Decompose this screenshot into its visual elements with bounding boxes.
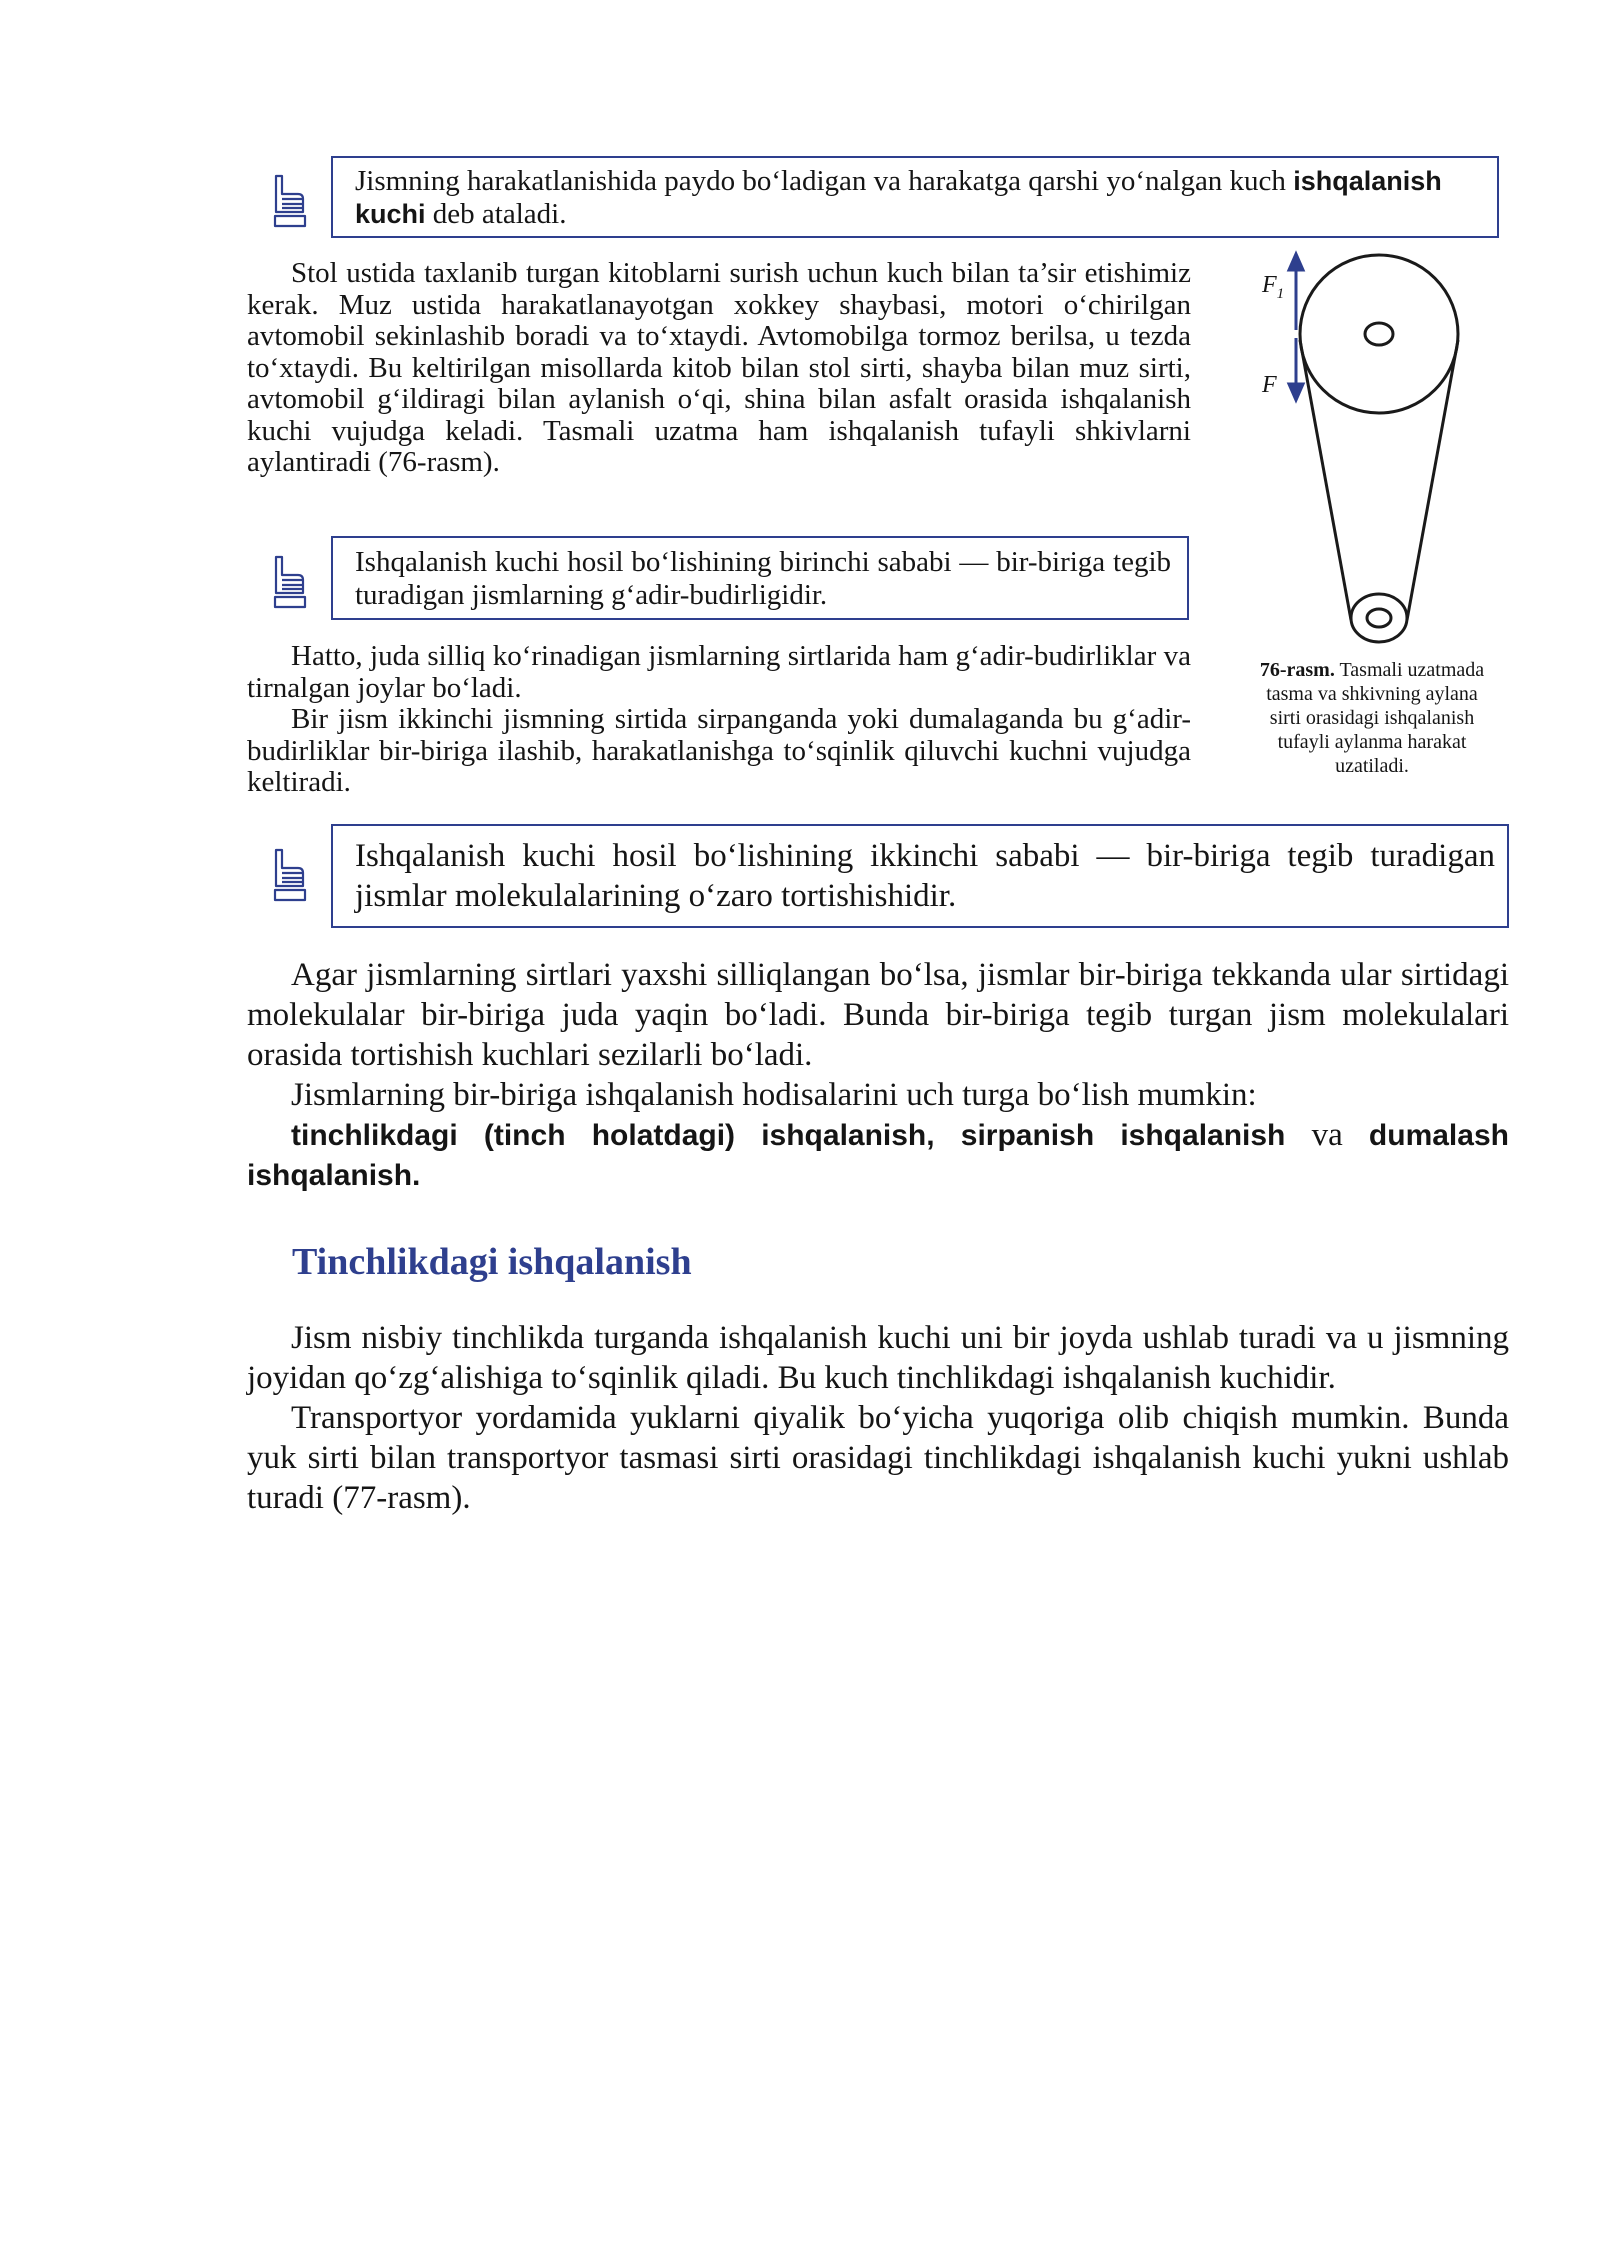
term-conjunction: va [1311, 1117, 1343, 1153]
first-cause-text: Ishqalanish kuchi hosil bo‘lishining birinchi sababi — bir-biriga tegib turadigan jismlarning g‘adir-budirligidir. [355, 546, 1171, 611]
large-pulley-axle [1365, 323, 1393, 345]
definition-box [331, 156, 1499, 238]
figure-caption-text: Tasmali uzatmada tasma va shkivning aylana sirti orasidagi ishqalanish tufayli aylanma harakat uzatiladi. [1266, 659, 1485, 777]
first-cause-box [331, 536, 1189, 620]
static-friction-paragraph [247, 1318, 1509, 1518]
definition-text [355, 165, 1475, 231]
small-pulley-axle [1367, 609, 1391, 627]
definition-term: ishqalanish kuchi [355, 166, 1442, 229]
belt-left [1300, 340, 1351, 620]
large-pulley [1300, 255, 1458, 413]
belt-drive-figure [1240, 250, 1480, 650]
definition-text-end: deb ataladi. [432, 198, 567, 230]
term-static-friction: tinchlikdagi (tinch holatdagi) ishqalanish, [291, 1119, 935, 1152]
small-pulley [1351, 594, 1407, 642]
pointing-hand-icon [268, 553, 308, 611]
roughness-paragraph [247, 641, 1191, 799]
belt-right [1407, 340, 1458, 620]
roughness-paragraph-line-1: Hatto, juda silliq ko‘rinadigan jismlarning sirtlarida ham g‘adir-budirliklar va tirnalgan joylar bo‘ladi. [247, 640, 1191, 704]
figure-caption [1252, 658, 1492, 778]
term-rolling-friction: dumalash ishqalanish. [247, 1119, 1509, 1192]
section-heading: Tinchlikdagi ishqalanish [292, 1241, 692, 1283]
pointing-hand-icon [268, 846, 308, 904]
force-label-f1-subscript: 1 [1276, 285, 1285, 302]
figure-caption-number: 76-rasm. [1259, 659, 1335, 681]
friction-types-intro: Jismlarning bir-biriga ishqalanish hodisalarini uch turga bo‘lish mumkin: [291, 1077, 1257, 1113]
roughness-paragraph-line-2: Bir jism ikkinchi jismning sirtida sirpanganda yoki dumalaganda bu g‘adir-budirliklar bir-biriga ilashib, harakatlanishga to‘sqinlik qiluvchi kuchni vujudga keltiradi. [247, 703, 1191, 798]
force-arrow-down-head [1289, 384, 1303, 400]
molecules-paragraph-text: Agar jismlarning sirtlari yaxshi silliqlangan bo‘lsa, jismlar bir-biriga tekkanda ular sirtidagi molekulalar bir-biriga juda yaqin bo‘ladi. Bunda bir-biriga tegib turgan jism molekulalari orasida tortishish kuchlari sezilarli bo‘ladi. [247, 957, 1509, 1073]
static-friction-paragraph-text: Jism nisbiy tinchlikda turganda ishqalanish kuchi uni bir joyda ushlab turadi va u jismning joyidan qo‘zg‘alishiga to‘sqinlik qiladi. Bu kuch tinchlikdagi ishqalanish kuchidir. [247, 1320, 1509, 1396]
force-label-f1 [1262, 272, 1284, 303]
second-cause-box [331, 824, 1509, 928]
intro-paragraph [247, 258, 1191, 479]
conveyor-paragraph-text: Transportyor yordamida yuklarni qiyalik bo‘yicha yuqoriga olib chiqish mumkin. Bunda yuk sirti bilan transportyor tasmasi sirti orasidagi tinchlikdagi ishqalanish kuchi yukni ushlab turadi (77-rasm). [247, 1400, 1509, 1516]
pointing-hand-icon [268, 172, 308, 230]
friction-types-list [247, 1115, 1509, 1196]
second-cause-text: Ishqalanish kuchi hosil bo‘lishining ikkinchi sababi — bir-biriga tegib turadigan jismlar molekulalarining o‘zaro tortishishidir. [355, 838, 1495, 914]
force-label-f: F [1262, 372, 1277, 398]
term-sliding-friction: sirpanish ishqalanish [960, 1119, 1286, 1152]
force-label-f1-letter: F [1262, 272, 1277, 298]
force-arrow-up-head [1289, 254, 1303, 270]
intro-paragraph-text: Stol ustida taxlanib turgan kitoblarni surish uchun kuch bilan ta’sir etishimiz kerak. Muz ustida harakatlanayotgan xokkey shaybasi, motori o‘chirilgan avtomobil sekinlashib boradi va to‘xtaydi. Avtomobilga tormoz berilsa, u tezda to‘xtaydi. Bu keltirilgan misollarda kitob bilan stol sirti, shayba bilan muz sirti, avtomobil g‘ildiragi bilan aylanish o‘qi, shina bilan asfalt orasida ishqalanish kuchi vujudga keladi. Tasmali uzatma ham ishqalanish tufayli shkivlarni aylantiradi (76-rasm). [247, 257, 1191, 478]
definition-text-start: Jismning harakatlanishida paydo bo‘ladigan va harakatga qarshi yo‘nalgan kuch [355, 165, 1286, 197]
molecules-paragraph [247, 955, 1509, 1196]
